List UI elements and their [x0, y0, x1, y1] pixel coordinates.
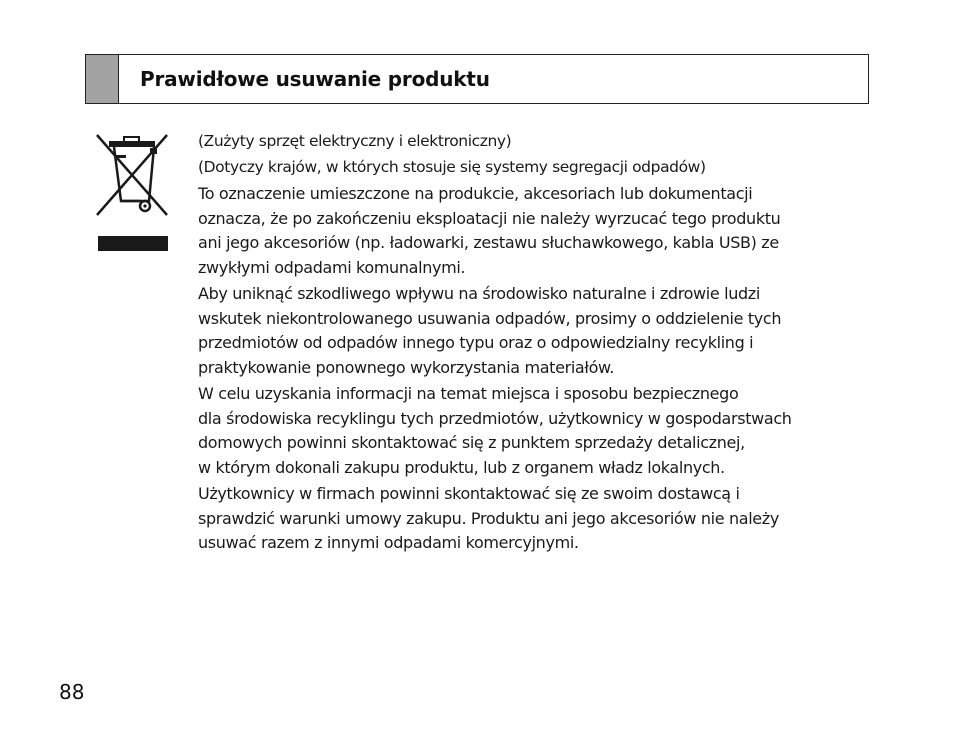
text-line: Użytkownicy w firmach powinni skontaktować się ze swoim dostawcą i	[198, 484, 740, 503]
text-line: praktykowanie ponownego wykorzystania materiałów.	[198, 357, 615, 377]
page-title: Prawidłowe usuwanie produktu	[140, 67, 490, 91]
text-line: oznacza, że po zakończeniu eksploatacji nie należy wyrzucać tego produktu	[198, 208, 781, 228]
text-line: w którym dokonali zakupu produktu, lub z organem władz lokalnych.	[198, 457, 725, 477]
text-line: dla środowiska recyklingu tych przedmiotów, użytkownicy w gospodarstwach	[198, 408, 792, 428]
text-line: wskutek niekontrolowanego usuwania odpadów, prosimy o oddzielenie tych	[198, 308, 782, 328]
text-line: zwykłymi odpadami komunalnymi.	[198, 257, 466, 277]
disposal-text	[198, 128, 858, 556]
header-tab-marker	[86, 55, 119, 103]
paragraph	[198, 182, 858, 280]
note-line: (Zużyty sprzęt elektryczny i elektroniczny)	[198, 132, 512, 150]
page-number: 88	[59, 680, 85, 704]
paragraph	[198, 382, 858, 480]
paragraph	[198, 282, 858, 380]
text-line: W celu uzyskania informacji na temat miejsca i sposobu bezpiecznego	[198, 384, 739, 403]
section-header	[85, 54, 869, 104]
text-line: ani jego akcesoriów (np. ładowarki, zestawu słuchawkowego, kabla USB) ze	[198, 233, 779, 252]
paragraph	[198, 482, 858, 556]
note-line: (Dotyczy krajów, w których stosuje się systemy segregacji odpadów)	[198, 158, 706, 176]
text-line: usuwać razem z innymi odpadami komercyjnymi.	[198, 533, 579, 552]
text-line: sprawdzić warunki umowy zakupu. Produktu ani jego akcesoriów nie należy	[198, 508, 779, 528]
text-line: przedmiotów od odpadów innego typu oraz o odpowiedzialny recykling i	[198, 333, 754, 352]
text-line: Aby uniknąć szkodliwego wpływu na środowisko naturalne i zdrowie ludzi	[198, 284, 760, 303]
text-line: To oznaczenie umieszczone na produkcie, akcesoriach lub dokumentacji	[198, 184, 753, 203]
crossed-out-wheeled-bin-icon	[94, 129, 170, 253]
text-line: domowych powinni skontaktować się z punktem sprzedaży detalicznej,	[198, 433, 745, 452]
